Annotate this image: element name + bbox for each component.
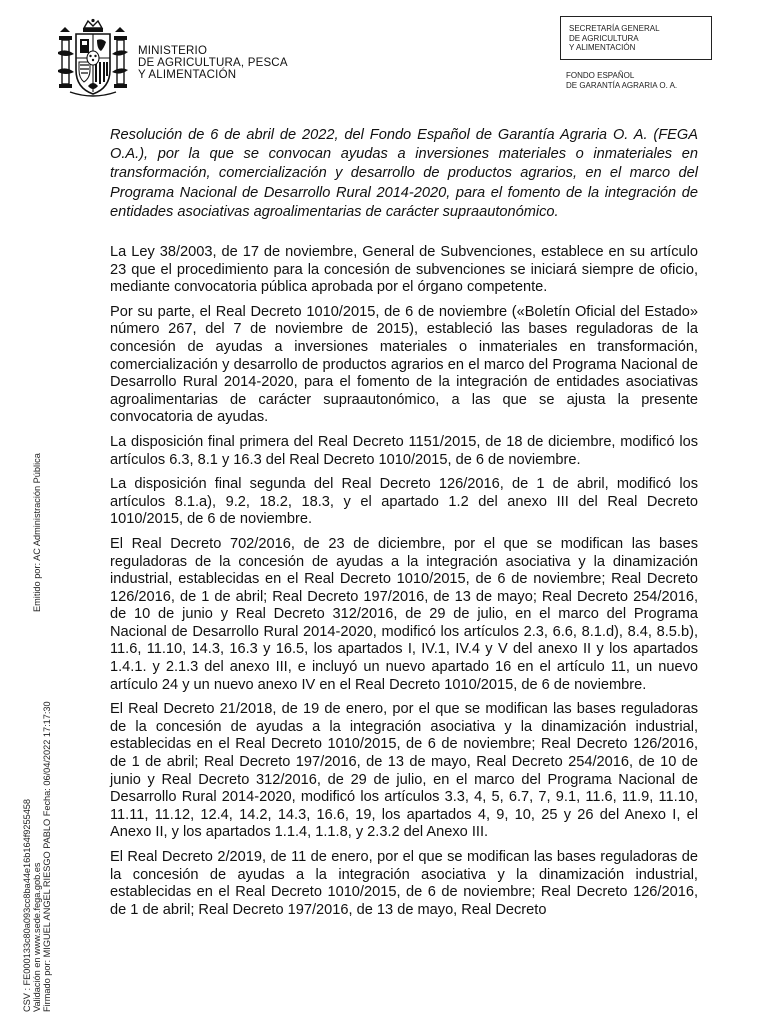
validation-url: Validación en www.sede.fega.gob.es xyxy=(32,862,42,1012)
body-paragraph: La Ley 38/2003, de 17 de noviembre, General de Subvenciones, establece en su artículo 23 que el procedimiento para la concesión de subvenciones se iniciará siempre de oficio, mediante convocatoria pública aprobada por el órgano competente. xyxy=(110,244,698,296)
secretariat-line-2: DE AGRICULTURA xyxy=(569,33,639,43)
body-paragraph: La disposición final primera del Real Decreto 1151/2015, de 18 de diciembre, modificó los artículos 6.3, 8.1 y 16.3 del Real Decreto 1010/2015, de 6 de noviembre. xyxy=(110,433,698,468)
ministry-line-1: MINISTERIO xyxy=(138,45,208,57)
signature-info: Firmado por: MIGUEL ANGEL RIESGO PABLO Fecha: 06/04/2022 17:17:30 xyxy=(42,701,52,1012)
emitted-by-label: Emitido por: AC Administración Pública xyxy=(32,453,42,612)
body-paragraph: El Real Decreto 21/2018, de 19 de enero, por el que se modifican las bases reguladoras de la concesión de ayudas a la integración asociativa y la dinamización industrial, establecidas en el Real Decreto 1010/2015, de 6 de noviembre; Real Decreto 126/2016, de 1 de abril; Real Decreto 197/2016, de 13 de mayo, Real Decreto 254/2016, de 10 de junio y Real Decreto 312/2016, de 29 de julio, en el marco del Programa Nacional de Desarrollo Rural 2014-2020, modificó los artículos 3.3, 4, 5, 6.7, 7, 9.1, 11.6, 11.9, 11.10, 11.11, 11.12, 12.4, 14.2, 14.3, 16.6, 19, los apartados 4, 9, 10, 25 y 26 del Anexo I, el Anexo II, y los apartados 1.1.4, 1.1.8, y 2.3.2 del Anexo III. xyxy=(110,701,698,841)
ministry-line-3: Y ALIMENTACIÓN xyxy=(138,69,237,81)
coat-of-arms-icon xyxy=(56,18,130,100)
body-paragraph: El Real Decreto 2/2019, de 11 de enero, por el que se modifican las bases reguladoras de la concesión de ayudas a la integración asociativa y la dinamización industrial, establecidas en el Real Decreto 1010/2015, de 6 de noviembre; Real Decreto 126/2016, de 1 de abril; Real Decreto 197/2016, de 13 de mayo, Real Decreto xyxy=(110,849,698,918)
agency-line-2: DE GARANTÍA AGRARIA O. A. xyxy=(566,81,678,90)
resolution-title: Resolución de 6 de abril de 2022, del Fondo Español de Garantía Agraria O. A. (FEGA O.A.), por la que se convocan ayudas a inversiones materiales o inmateriales en transformación, comercialización y desarrollo de productos agrarios, en el marco del Programa Nacional de Desarrollo Rural 2014-2020, para el fomento de la integración de entidades asociativas agroalimentarias de carácter supraautonómico. xyxy=(110,127,698,220)
csv-code: CSV : FE000133c80a093cc8ba44e16b164f9255458 xyxy=(22,798,32,1012)
secretariat-box xyxy=(560,16,712,60)
secretariat-line-1: SECRETARÍA GENERAL xyxy=(569,24,660,33)
side-annotations xyxy=(22,430,70,1020)
agency-name xyxy=(566,71,677,91)
document-body xyxy=(110,244,698,926)
body-paragraph: Por su parte, el Real Decreto 1010/2015, de 6 de noviembre («Boletín Oficial del Estado» número 267, del 7 de noviembre de 2015), estableció las bases reguladoras de la concesión de ayudas a inversiones materiales o inmateriales en transformación, comercialización y desarrollo de productos agrarios en el marco del Programa Nacional de Desarrollo Rural 2014-2020, para el fomento de la integración de entidades asociativas agroalimentarias de carácter supraautonómico, a las que se ajusta la presente convocatoria de ayudas. xyxy=(110,303,698,426)
ministry-line-2: DE AGRICULTURA, PESCA xyxy=(138,57,288,69)
ministry-name xyxy=(138,45,288,81)
agency-line-1: FONDO ESPAÑOL xyxy=(566,71,635,80)
body-paragraph: El Real Decreto 702/2016, de 23 de diciembre, por el que se modifican las bases reguladoras de la concesión de ayudas a la integración asociativa y la dinamización industrial, establecidas en el Real Decreto 1010/2015, de 6 de noviembre; Real Decreto 126/2016, de 1 de abril; Real Decreto 197/2016, de 13 de mayo; Real Decreto 254/2016, de 10 de junio y Real Decreto 312/2016, de 29 de julio, en el marco del Programa Nacional de Desarrollo Rural 2014-2020, modificó los artículos 2.3, 6.6, 8.1.d), 8.4, 8.5.b), 11.6, 11.10, 14.3, 16.3 y 16.5, los apartados I, IV.1, IV.4 y V del anexo II y los apartados 1.4.1. y 2.1.3 del anexo III, e incluyó un nuevo apartado 16 en el artículo 11, un nuevo artículo 24 y un nuevo anexo IV en el Real Decreto 1010/2015, de 6 de noviembre. xyxy=(110,535,698,693)
secretariat-line-3: Y ALIMENTACIÓN xyxy=(569,43,636,52)
body-paragraph: La disposición final segunda del Real Decreto 126/2016, de 1 de abril, modificó los artículos 8.1.a), 9.2, 18.2, 18.3, y el apartado 1.2 del anexo III del Real Decreto 1010/2015, de 6 de noviembre. xyxy=(110,476,698,528)
